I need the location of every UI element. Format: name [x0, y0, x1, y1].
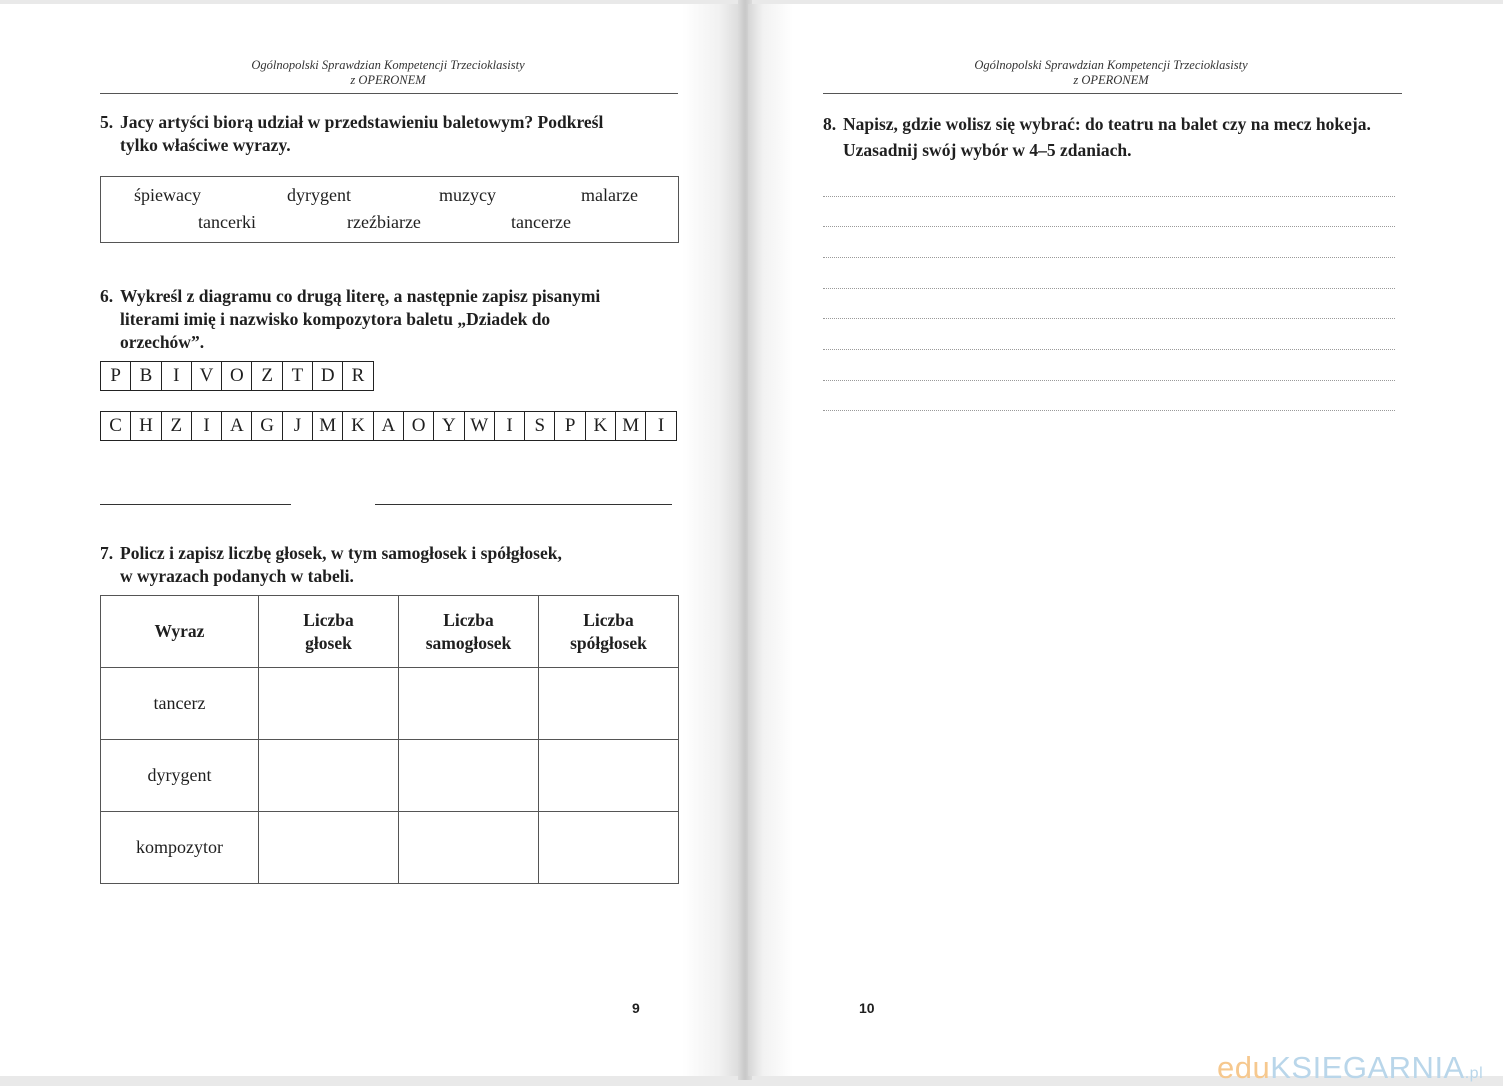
- header-cell: [399, 596, 539, 668]
- answer-cell[interactable]: [399, 740, 539, 812]
- task-text: Policz i zapisz liczbę głosek, w tym samogłosek i spółgłosek,: [120, 543, 562, 563]
- word-option[interactable]: śpiewacy: [134, 185, 201, 205]
- header-cell: [539, 596, 679, 668]
- letter-cell[interactable]: B: [131, 362, 161, 390]
- watermark-part: edu: [1217, 1050, 1271, 1085]
- answer-line-last-name[interactable]: [375, 504, 672, 505]
- answer-cell[interactable]: [259, 740, 399, 812]
- task-number: 5.: [100, 112, 114, 132]
- task-text: orzechów”.: [120, 332, 205, 352]
- running-head-line1: Ogólnopolski Sprawdzian Kompetencji Trzecioklasisty: [251, 58, 525, 72]
- word-option[interactable]: rzeźbiarze: [347, 212, 421, 232]
- header-rule: [100, 93, 678, 94]
- writing-line[interactable]: [823, 410, 1395, 411]
- task-text: Wykreśl z diagramu co drugą literę, a następnie zapisz pisanymi: [120, 286, 601, 306]
- letter-cell[interactable]: M: [616, 412, 646, 440]
- word-cell: dyrygent: [101, 740, 259, 812]
- letter-cell[interactable]: I: [162, 362, 192, 390]
- letter-diagram-row-1: [100, 361, 374, 391]
- task-text: Jacy artyści biorą udział w przedstawieniu baletowym? Podkreśl: [120, 112, 604, 132]
- sound-count-table: [100, 595, 679, 884]
- letter-cell[interactable]: I: [192, 412, 222, 440]
- running-head: [883, 58, 1339, 88]
- writing-line[interactable]: [823, 318, 1395, 319]
- page-number: 10: [859, 1000, 875, 1016]
- answer-cell[interactable]: [399, 668, 539, 740]
- letter-cell[interactable]: P: [101, 362, 131, 390]
- writing-line[interactable]: [823, 226, 1395, 227]
- letter-diagram-row-2: [100, 411, 677, 441]
- task-6-instruction: [100, 285, 690, 354]
- letter-cell[interactable]: T: [283, 362, 313, 390]
- letter-cell[interactable]: W: [465, 412, 495, 440]
- letter-cell[interactable]: G: [252, 412, 282, 440]
- letter-cell[interactable]: I: [646, 412, 676, 440]
- word-box: [100, 176, 679, 243]
- task-number: 6.: [100, 286, 114, 306]
- letter-cell[interactable]: R: [343, 362, 373, 390]
- word-option[interactable]: dyrygent: [287, 185, 351, 205]
- header-text: Liczba: [443, 609, 494, 630]
- letter-cell[interactable]: I: [495, 412, 525, 440]
- watermark-logo: [1217, 1050, 1483, 1086]
- running-head-line2: z OPERONEM: [350, 73, 426, 87]
- left-page: [0, 4, 742, 1076]
- writing-line[interactable]: [823, 349, 1395, 350]
- header-text: spółgłosek: [570, 632, 647, 653]
- answer-cell[interactable]: [539, 812, 679, 884]
- word-option[interactable]: muzycy: [439, 185, 496, 205]
- task-5-instruction: [100, 111, 690, 157]
- word-cell: kompozytor: [101, 812, 259, 884]
- letter-cell[interactable]: S: [525, 412, 555, 440]
- watermark-part: .pl: [1464, 1065, 1484, 1082]
- header-cell: [101, 596, 259, 668]
- word-cell: tancerz: [101, 668, 259, 740]
- header-text: Liczba: [303, 609, 354, 630]
- letter-cell[interactable]: A: [374, 412, 404, 440]
- letter-cell[interactable]: H: [131, 412, 161, 440]
- task-number: 7.: [100, 543, 114, 563]
- letter-cell[interactable]: Y: [434, 412, 464, 440]
- writing-line[interactable]: [823, 196, 1395, 197]
- running-head: [160, 58, 616, 88]
- table-row: [101, 812, 679, 884]
- word-option[interactable]: tancerze: [511, 212, 571, 232]
- writing-line[interactable]: [823, 257, 1395, 258]
- header-text: Wyraz: [154, 621, 205, 641]
- answer-line-first-name[interactable]: [100, 504, 291, 505]
- writing-line[interactable]: [823, 380, 1395, 381]
- header-text: Liczba: [583, 609, 634, 630]
- task-text: Uzasadnij swój wybór w 4–5 zdaniach.: [843, 140, 1132, 160]
- table-row: [101, 668, 679, 740]
- letter-cell[interactable]: C: [101, 412, 131, 440]
- header-text: samogłosek: [425, 632, 512, 653]
- running-head-line1: Ogólnopolski Sprawdzian Kompetencji Trzecioklasisty: [974, 58, 1248, 72]
- task-text: w wyrazach podanych w tabeli.: [120, 566, 354, 586]
- header-rule: [823, 93, 1402, 94]
- word-option[interactable]: malarze: [581, 185, 638, 205]
- table-header-row: [101, 596, 679, 668]
- letter-cell[interactable]: V: [192, 362, 222, 390]
- answer-cell[interactable]: [539, 668, 679, 740]
- header-text: głosek: [305, 632, 352, 653]
- answer-cell[interactable]: [259, 668, 399, 740]
- letter-cell[interactable]: J: [283, 412, 313, 440]
- task-text: tylko właściwe wyrazy.: [120, 135, 291, 155]
- running-head-line2: z OPERONEM: [1073, 73, 1149, 87]
- letter-cell[interactable]: K: [343, 412, 373, 440]
- letter-cell[interactable]: Z: [162, 412, 192, 440]
- letter-cell[interactable]: D: [313, 362, 343, 390]
- table-row: [101, 740, 679, 812]
- word-option[interactable]: tancerki: [198, 212, 256, 232]
- right-page: [748, 4, 1503, 1085]
- page-number: 9: [632, 1000, 640, 1016]
- letter-cell[interactable]: M: [313, 412, 343, 440]
- letter-cell[interactable]: O: [222, 362, 252, 390]
- task-text: literami imię i nazwisko kompozytora baletu „Dziadek do: [120, 309, 551, 329]
- letter-cell[interactable]: P: [555, 412, 585, 440]
- letter-cell[interactable]: K: [586, 412, 616, 440]
- header-cell: [259, 596, 399, 668]
- letter-cell[interactable]: A: [222, 412, 252, 440]
- answer-cell[interactable]: [259, 812, 399, 884]
- answer-cell[interactable]: [539, 740, 679, 812]
- task-8-instruction: [823, 111, 1463, 163]
- letter-cell[interactable]: Z: [252, 362, 282, 390]
- task-7-instruction: [100, 542, 690, 588]
- letter-cell[interactable]: O: [404, 412, 434, 440]
- task-text: Napisz, gdzie wolisz się wybrać: do teatru na balet czy na mecz hokeja.: [843, 114, 1371, 134]
- answer-cell[interactable]: [399, 812, 539, 884]
- watermark-part: KSIEGARNIA: [1270, 1050, 1465, 1085]
- task-number: 8.: [823, 114, 837, 134]
- writing-line[interactable]: [823, 288, 1395, 289]
